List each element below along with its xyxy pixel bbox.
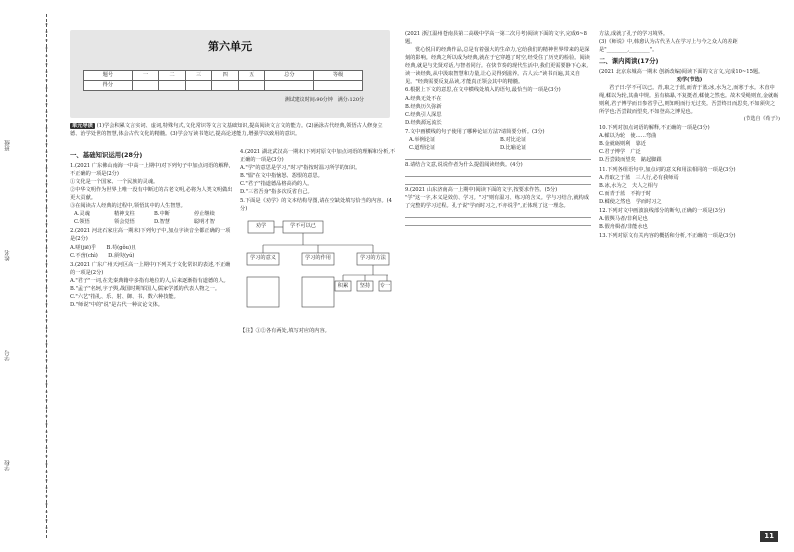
col1-left-block [70,148,234,310]
score-cell: 总分 [265,71,314,81]
diagram-lines [243,217,393,327]
option[interactable]: C.不啻(chì) D.须臾(yú) [70,252,135,259]
option[interactable]: D."师说"中的"说"是古代一种议论文体。 [70,301,163,308]
unit-guide [70,122,390,138]
question-line: ③在阅读古人经典的过程中,领悟其中的人生智慧。 [70,203,186,210]
question-2 [70,227,234,259]
diagram-node: 学不可以已 [290,222,316,229]
lead-text: 方法,成就了孔子的学习境界。 [599,31,669,37]
question-line: ①文化是一个国家、一个民族的灵魂。 [70,179,159,186]
option[interactable]: B.经典历久弥新 [405,103,442,110]
column-left [62,30,397,542]
score-input[interactable] [132,81,159,91]
question-12 [599,207,780,231]
question-stem: 6.根据上下文的意思,在文中横线处填入的语句,最恰当的一项是(3分) [405,87,561,94]
diagram-node: 学习的方法 [360,254,386,261]
school-field: 学校 [5,460,11,471]
section-2-heading: 二、课内阅读(17分) [599,57,659,66]
score-input[interactable] [212,81,239,91]
option-meaning: 停止继续 [194,211,215,218]
option[interactable]: A.嗟(jiē)乎 B.苟(gǒu)且 [70,244,137,251]
option[interactable]: A.经典无处不在 [405,95,442,102]
score-cell: 题号 [84,71,133,81]
question-4 [240,148,396,196]
column-middle [405,30,591,542]
option[interactable]: B."愠"在文中指恼怒、怨恨的意思。 [240,173,323,180]
option[interactable]: D.智慧 [154,219,170,226]
reading-intro: (2021 浙江温州苍南县第二高级中学高一第二次月考)阅读下面的文字,完成6~8题。 [405,31,587,46]
option[interactable]: A.輮以为轮 使……弯曲 [599,133,657,140]
score-cell: 等级 [314,71,363,81]
class-field: 班级 [5,140,11,151]
question-9 [405,186,591,226]
score-table [83,70,363,91]
option[interactable]: C.君子博学 广泛 [599,149,641,156]
option[interactable]: A.举例论证 [409,136,436,143]
option[interactable]: A.假舆马者/非利足也 [599,215,648,222]
option[interactable]: D.经典源远流长 [405,119,442,126]
question-1 [70,162,234,227]
option-meaning: 领会觉悟 [114,219,135,226]
score-input[interactable] [238,81,265,91]
score-input[interactable] [185,81,212,91]
question-13 [599,232,780,240]
fill-question: (3)《师说》中,韩愈认为古代圣人在学习上与今之众人的差距是"________,________"。 [599,39,738,54]
diagram-node: 积累 [337,282,349,289]
option[interactable]: A."君子"一词,在先秦典籍中多指有地位的人,后来逐渐指有道德的人。 [70,277,229,284]
passage-source: (节选自《荀子》) [743,116,780,123]
score-cell: 得分 [84,81,133,91]
name-field: 姓名 [5,250,11,261]
passage: 赏心悦目的经典作品,总是有着强大的生命力,它给我们的精神世界带来的是深刻的影响。经典之所以成为经典,就在于它穿越了时空,经受住了历史的检验。阅读经典,就是与先贤对话,与智者同行。在快节奏的现代生活中,我们更需要静下心来,读一读经典,从中汲取智慧和力量,让心灵得到滋养。古人云:"读书百遍,其义自见。"经典需要反复品读,才能真正领会其中的精髓。 [405,47,590,86]
question-stem: 13.下列对原文有关内容的概括和分析,不正确的一项是(3分) [599,233,736,240]
option[interactable]: B.金就砺则利 靠近 [599,141,646,148]
option[interactable]: B.假舟楫者/非能水也 [599,223,648,230]
unit-header [70,30,390,118]
question-line: ②中华文明作为世界上唯一没有中断过的古老文明,必将为人类文明做出更大贡献。 [70,187,233,202]
question-stem: 11.下列各组语句中,加点词的意义和用法相同的一项是(3分) [599,166,736,173]
question-text: "学"这一字,本义是效仿、学习。"习"则有温习、练习的含义。学与习结合,就构成了完整的学习过程。孔子说"学而时习之,不亦说乎",正体现了这一理念。 [405,195,590,210]
score-cell: 一 [132,71,159,81]
options [405,136,591,152]
column-right [599,30,780,542]
option[interactable]: C.经典引人深思 [405,111,442,118]
option[interactable]: B.中断 [154,211,170,218]
question-stem: 3.(2021 广东广州天河区高一上期中)下列关于文化常识的表述,不正确的一项是(2分) [70,261,231,276]
option[interactable]: A."学"的意思是学习,"时习"指按时温习所学的知识。 [240,165,361,172]
score-cell: 二 [159,71,186,81]
option[interactable]: C.领悟 [74,219,90,226]
col1-right-block [240,148,396,336]
answer-line[interactable] [405,170,591,177]
diagram-node: 坚持 [359,282,371,289]
option-meaning: 精神支柱 [114,211,135,218]
diagram-node: 学习的意义 [250,254,276,261]
option[interactable]: B.冰,水为之 夫人之相与 [599,182,658,189]
question-stem: 4.(2021 湖北武汉高一期末)下列对原文中加点词语的理解和分析,不正确的一项是(3分) [240,149,396,164]
score-input[interactable] [265,81,314,91]
passage: 君子曰:学不可以已。青,取之于蓝,而青于蓝;冰,水为之,而寒于水。木直中绳,輮以为轮,其曲中规。虽有槁暴,不复挺者,輮使之然也。故木受绳则直,金就砺则利,君子博学而日参省乎己,则知明而行无过矣。吾尝终日而思矣,不如须臾之所学也;吾尝跂而望矣,不如登高之博见也。 [599,85,779,116]
question-5 [240,197,396,334]
diagram-node: 劝学 [255,222,267,229]
answer-line[interactable] [405,211,591,218]
score-cell: 三 [185,71,212,81]
answer-line[interactable] [405,219,591,226]
score-input[interactable] [314,81,363,91]
diagram-note: 【注】①②各有两处,填写对应的内容。 [240,327,330,334]
binding-margin [0,0,60,552]
page-number: 11 [760,531,778,542]
passage-title: 劝学(节选) [676,77,703,84]
question-8 [405,161,591,185]
question-11 [599,166,780,206]
question-stem: 1.(2021 广东佛山南海一中高一上期中)对下列句子中加点词语的解释,不正确的一项是(2分) [70,162,231,177]
question-6 [405,86,591,126]
number-field: 学号 [5,350,11,361]
question-stem: 10.下列对加点词语的解释,不正确的一项是(3分) [599,125,710,132]
guide-text: (1)学会积累文言实词、虚词,特殊句式,文化常识等文言文基础知识,提高阅读文言文的能力。(2)涵泳古代经典,领悟古人修身立德、治学处世的智慧,体会古代文化的精髓。(3)学会写读书笔记,提高论述能力,增强学以致用的意识。 [70,123,383,138]
diagram-node: 学习的作用 [305,254,331,261]
options [70,210,234,226]
option[interactable]: B.对比论证 [500,136,527,143]
option[interactable]: C."六艺"指礼、乐、射、御、书、数六种技能。 [70,293,179,300]
question-3 [70,261,234,309]
option[interactable]: D.比喻论证 [500,144,527,151]
answer-line[interactable] [405,178,591,185]
question-stem: 7.文中画横线的句子使用了哪种论证方法?请简要分析。(3分) [405,128,545,135]
question-stem: 5.下面是《劝学》的文本结构导图,请在空缺处填写恰当的内容。(4分) [240,198,392,213]
option[interactable]: C."君子"指道德品格高尚的人。 [240,181,313,188]
option[interactable]: C.而青于蓝 不拘于时 [599,190,652,197]
reading-intro: (2021 北京东城高一期末 创新改编)阅读下面的文言文,完成10~15题。 [599,69,764,76]
option[interactable]: A.青取之于蓝 三人行,必有我师焉 [599,174,679,181]
score-cell: 四 [212,71,239,81]
answer-line[interactable] [405,153,591,160]
question-7 [405,128,591,160]
option[interactable]: B."孟子"名轲,字子舆,战国时期邹国人,儒家学派的代表人物之一。 [70,285,221,292]
score-header-row [84,71,363,81]
question-stem: 8.请结合文意,说说作者为什么提倡阅读经典。(4分) [405,161,523,168]
score-value-row [84,81,363,91]
option[interactable]: D.吾尝跂而望矣 踮起脚跟 [599,157,662,164]
option[interactable]: A.灵魂 [74,211,90,218]
option-meaning: 聪明才智 [194,219,215,226]
page [62,30,780,542]
option[interactable]: D.輮使之然也 学而时习之 [599,198,662,205]
option[interactable]: C.道理论证 [409,144,436,151]
unit-title: 第六单元 [208,40,252,53]
diagram-node: 专一 [379,282,391,289]
structure-diagram [243,217,393,327]
score-input[interactable] [159,81,186,91]
question-stem: 2.(2021 河北石家庄高一期末)下列句子中,加点字读音全都正确的一项是(2分) [70,228,231,243]
score-cell: 五 [238,71,265,81]
time-note: 测试建议时间:90分钟 满分:120分 [284,97,364,103]
question-stem: 9.(2021 山东济南高一上期中)阅读下面的文字,按要求作答。(5分) [405,187,558,193]
cut-line [46,14,47,538]
question-10 [599,124,780,164]
question-stem: 12.下列对文中画波浪线部分的断句,正确的一项是(3分) [599,207,726,214]
section-1-heading: 一、基础知识运用(28分) [70,151,143,159]
guide-tag: 单元导读 [72,123,93,129]
option[interactable]: D."三省吾身"指多次反省自己。 [240,189,313,196]
